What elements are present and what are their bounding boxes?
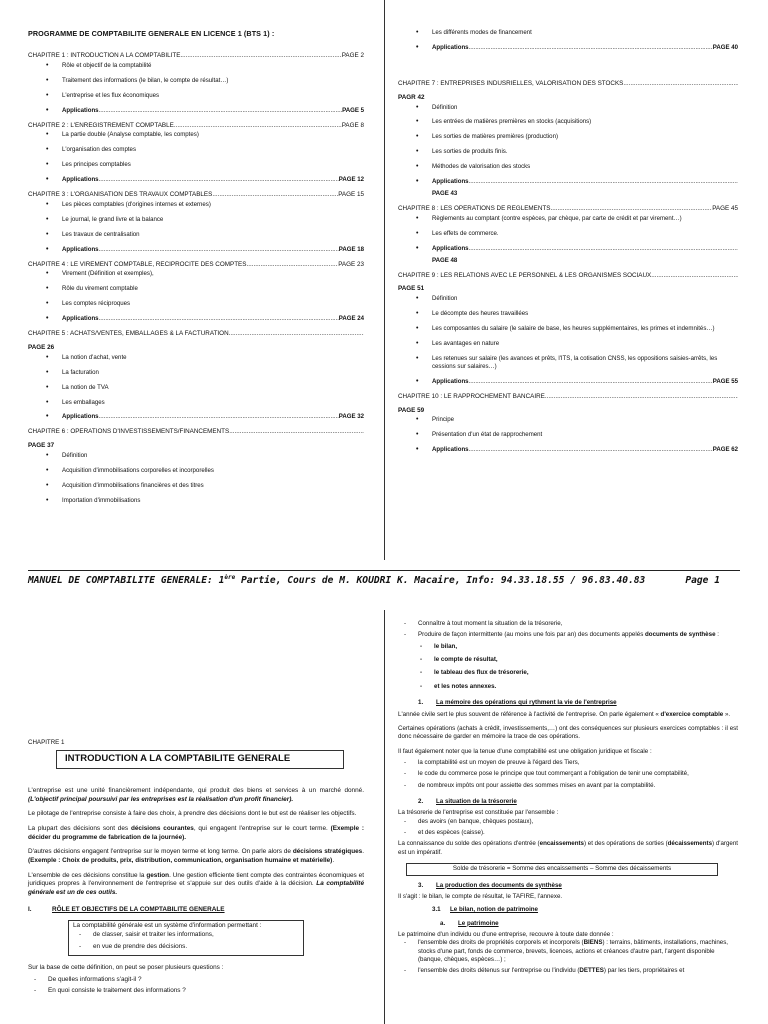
list-item: • Définition — [46, 452, 364, 460]
subsection-heading: 3. La production des documents de synthèse — [418, 881, 562, 889]
list-item: • Méthodes de valorisation des stocks — [416, 163, 738, 171]
subsection-heading: 3.1 Le bilan, notion de patrimoine — [432, 906, 539, 914]
chapter-page: PAGE 23 — [338, 260, 364, 268]
right-chapters — [398, 80, 738, 454]
applications-item — [46, 315, 364, 323]
chapter-page: PAGR 42 — [398, 93, 425, 101]
section-heading: I. RÔLE ET OBJECTIFS DE LA COMPTABILITE GENERALE — [28, 905, 225, 913]
applications-page: PAGE 12 — [338, 176, 364, 184]
list-item: - De quelles informations s'agit-il ? — [28, 976, 364, 985]
chapter-label: CHAPITRE 10 : LE RAPPROCHEMENT BANCAIRE — [398, 392, 545, 400]
chapter-items — [398, 416, 738, 454]
chapter-label: CHAPITRE 7 : ENTREPRISES INDUSRIELLES, VALORISATION DES STOCKS — [398, 79, 624, 87]
applications-item — [46, 176, 364, 184]
list-item: • Acquisition d'immobilisations corporelles et incorporelles — [46, 467, 364, 475]
paragraph: L'année civile sert le plus souvent de référence à l'activité de l'entreprise. On parle également « d'exercice comptable ». — [398, 710, 731, 718]
list-item: - la comptabilité est un moyen de preuve à l'égard des Tiers, — [398, 759, 738, 767]
list-item: - l'ensemble des droits de propriétés corporels et incorporels (BIENS) : terrains, bâtiments, installations, machines, stocks d'une part, fonds de commerce, brevets, licences, actions et créances d'autre part, l'argent disponible (banque, chèques, espèces…) ; — [398, 939, 738, 964]
applications-item — [46, 413, 364, 421]
applications-label: • Applications — [432, 177, 469, 185]
chapter-heading — [28, 52, 364, 60]
list-item: • Les comptes réciproques — [46, 300, 364, 308]
documents-list — [398, 643, 738, 691]
chapter-label: CHAPITRE 9 : LES RELATIONS AVEC LE PERSONNEL & LES ORGANISMES SOCIAUX — [398, 271, 652, 279]
definition-box: La comptabilité générale est un système d'information permettant : - de classer, saisir et traiter les informations, - en vue de prendre des décisions. — [68, 920, 304, 956]
right-column — [398, 598, 738, 979]
chapter-items — [28, 270, 364, 323]
list-item: • Les sorties de produits finis. — [416, 148, 738, 156]
chapter-items — [28, 354, 364, 422]
list-item: - le code du commerce pose le principe que tout commerçant a l'obligation de tenir une comptabilité, — [398, 770, 738, 778]
chapter-items — [28, 452, 364, 505]
applications-item — [46, 107, 364, 115]
subsection-heading: 1. La mémoire des opérations qui rythment la vie de l'entreprise — [418, 699, 617, 707]
list-item: • Les principes comptables — [46, 161, 364, 169]
applications-item — [416, 178, 738, 198]
chapter-page: PAGE 26 — [28, 343, 55, 351]
chapter-heading — [28, 428, 364, 450]
list-item: - Produire de façon intermittente (au moins une fois par an) des documents appelés documents de synthèse : — [398, 631, 738, 639]
list-item: - de classer, saisir et traiter les informations, — [73, 931, 299, 940]
list-item: • Les retenues sur salaire (les avances et prêts, l'ITS, la cotisation CNSS, les oppositions saisies-arrêts, les cessions sur salaires…) — [416, 355, 738, 371]
chapter-items — [28, 62, 364, 115]
obligations-list — [398, 759, 738, 790]
chapter-heading — [398, 205, 738, 213]
applications-label: • Applications — [62, 106, 99, 114]
chapter-label: CHAPITRE 5 : ACHATS/VENTES, EMBALLAGES & LA FACTURATION — [28, 330, 229, 338]
list-item: - En quoi consiste le traitement des informations ? — [28, 987, 364, 996]
list-item: • Définition — [416, 295, 738, 303]
applications-item — [416, 245, 738, 265]
list-item: • Les avantages en nature — [416, 340, 738, 348]
left-column — [28, 598, 364, 999]
list-item: • Présentation d'un état de rapprochement — [416, 431, 738, 439]
list-item: • Définition — [416, 104, 738, 112]
chapter-items — [28, 201, 364, 254]
applications-label: • Applications — [62, 245, 99, 253]
role-list — [398, 620, 738, 640]
paragraph: Certaines opérations (achats à crédit, investissements,…) ont des conséquences sur plusieurs exercices comptables : il est donc nécessaire de garder en mémoire la trace de ces opérations. — [398, 724, 738, 741]
list-item: - et les notes annexes. — [414, 683, 738, 691]
list-item: • Les pièces comptables (d'origines internes et externes) — [46, 201, 364, 209]
applications-label: • Applications — [62, 315, 99, 323]
paragraph: L'entreprise est une unité financièrement indépendante, qui produit des biens et services à un marché donné. (L'objectif principal poursuivi par les entreprises est la réalisation d'un profit financier). — [28, 787, 364, 803]
chapter-6-continued — [398, 29, 738, 52]
applications-page: PAGE 55 — [712, 377, 738, 385]
chapter-heading — [28, 261, 364, 269]
applications-item — [46, 246, 364, 254]
applications-label: • Applications — [432, 244, 469, 252]
list-item: - le tableau des flux de trésorerie, — [414, 669, 738, 677]
list-item: • Les entrées de matières premières en stocks (acquisitions) — [416, 118, 738, 126]
list-item: • Le journal, le grand livre et la balance — [46, 216, 364, 224]
list-item: • Les effets de commerce. — [416, 230, 738, 238]
list-item: • Les travaux de centralisation — [46, 231, 364, 239]
column-divider — [384, 610, 385, 1024]
list-item: - de nombreux impôts ont pour assiette des sommes mises en avant par la comptabilité. — [398, 782, 738, 790]
paragraph: La trésorerie de l'entreprise est constituée par l'ensemble : — [398, 809, 559, 817]
list-item: • L'entreprise et les flux économiques — [46, 92, 364, 100]
left-column — [28, 0, 364, 512]
chapter-items — [398, 104, 738, 198]
chapter-heading — [398, 272, 738, 294]
list-item: • Rôle du virement comptable — [46, 285, 364, 293]
applications-item — [416, 446, 738, 454]
applications-page: PAGE 32 — [338, 413, 364, 421]
applications-page: PAGE 24 — [338, 315, 364, 323]
chapter-heading — [28, 122, 364, 130]
list-item: • Virement (Définition et exemples), — [46, 270, 364, 278]
page-number: Page 1 — [685, 575, 720, 587]
questions-intro: Sur la base de cette définition, on peut se poser plusieurs questions : — [28, 964, 224, 972]
paragraph: D'autres décisions engagent l'entreprise sur le moyen terme et long terme. On parle alors de décisions stratégiques. (Exemple : Choix de produits, prix, distribution, communication, organisation humaine et matérielle). — [28, 848, 364, 865]
list-item: • Principe — [416, 416, 738, 424]
questions-list — [28, 976, 364, 996]
chapter-page: PAGE 2 — [341, 52, 364, 59]
chapter-page: PAGE 37 — [28, 442, 55, 450]
paragraph: La plupart des décisions sont des décisions courantes, qui engagent l'entreprise sur le court terme. (Exemple : décider du programme de fabrication de la journée). — [28, 825, 364, 841]
treasury-list — [398, 818, 738, 838]
chapter-label: CHAPITRE 6 : OPERATIONS D'INVESTISSEMENTS/FINANCEMENTS — [28, 428, 230, 436]
chapter-page: PAGE 45 — [712, 204, 738, 212]
applications-page: PAGE 5 — [342, 106, 364, 114]
chapter-heading — [398, 393, 738, 415]
subsection-heading: 2. La situation de la trésorerie — [418, 798, 517, 806]
paragraph: La connaissance du solde des opérations d'entrée (encaissements) et des opérations de sorties (décaissements) d'argent est un impératif. — [398, 840, 738, 856]
chapter-label: CHAPITRE 8 : LES OPERATIONS DE REGLEMENTS — [398, 204, 551, 212]
list-item: - le bilan, — [414, 643, 738, 651]
applications-page: PAGE 62 — [712, 446, 738, 454]
chapter-heading — [398, 80, 738, 102]
list-item: • Le décompte des heures travaillées — [416, 310, 738, 318]
applications-page: PAGE 43 — [432, 189, 458, 197]
list-item: - l'ensemble des droits détenus sur l'entreprise ou l'individu (DETTES) par les tiers, propriétaires et — [398, 967, 738, 975]
list-item: - le compte de résultat, — [414, 656, 738, 664]
subsection-heading: a. Le patrimoine — [440, 919, 499, 927]
list-item: - des avoirs (en banque, chèques postaux), — [398, 818, 738, 826]
chapter-heading — [28, 330, 364, 352]
list-item: • Rôle et objectif de la comptabilité — [46, 62, 364, 70]
list-item: • Règlements au comptant (contre espèces, par chèque, par carte de crédit et par virement…) — [416, 215, 738, 223]
left-chapters — [28, 52, 364, 505]
list-item: • L'organisation des comptes — [46, 146, 364, 154]
chapter-items — [398, 295, 738, 385]
chapter-page: PAGE 8 — [341, 121, 364, 129]
applications-label: • Applications — [432, 446, 469, 454]
list-item: • Les différents modes de financement — [416, 29, 738, 37]
chapter-label: CHAPITRE 4 : LE VIREMENT COMPTABLE, RECIPROCITE DES COMPTES — [28, 260, 247, 268]
right-column — [398, 0, 738, 461]
column-divider — [384, 0, 385, 560]
chapter-number: CHAPITRE 1 — [28, 739, 65, 746]
chapter-items — [398, 215, 738, 265]
chapter-items — [28, 131, 364, 184]
paragraph: Le pilotage de l'entreprise consiste à faire des choix, à prendre des décisions dont le but est de réaliser les objectifs. — [28, 810, 357, 818]
list-item: • Les composantes du salaire (le salaire de base, les heures supplémentaires, les primes et indemnités…) — [416, 325, 738, 333]
list-item: • Les sorties de matières premières (production) — [416, 133, 738, 141]
chapter-label: CHAPITRE 3 : L'ORGANISATION DES TRAVAUX COMPTABLES — [28, 191, 213, 199]
list-item: - et des espèces (caisse). — [398, 829, 738, 837]
applications-label: • Applications — [62, 176, 99, 184]
formula-box: Solde de trésorerie = Somme des encaissements – Somme des décaissements — [406, 863, 718, 875]
list-item: • Les emballages — [46, 399, 364, 407]
applications-label: • Applications — [62, 413, 99, 421]
patrimoine-list — [398, 939, 738, 975]
list-item: • Acquisition d'immobilisations financières et des titres — [46, 482, 364, 490]
chapter-page: PAGE 51 — [398, 285, 425, 293]
list-item: • Traitement des informations (le bilan, le compte de résultat…) — [46, 77, 364, 85]
applications-label: • Applications — [432, 377, 469, 385]
page-footer: MANUEL DE COMPTABILITE GENERALE: 1ère Partie, Cours de M. KOUDRI K. Macaire, Info: 94.33.18.55 / 96.83.40.83 Page 1 — [28, 570, 740, 586]
applications-item — [416, 378, 738, 386]
applications-page: PAGE 18 — [338, 245, 364, 253]
list-item: - en vue de prendre des décisions. — [73, 943, 299, 952]
chapter-label: CHAPITRE 2 : L'ENREGISTREMENT COMPTABLE — [28, 121, 174, 129]
chapter-label: CHAPITRE 1 : INTRODUCTION A LA COMPTABILITE — [28, 52, 181, 59]
list-item: • La notion de TVA — [46, 384, 364, 392]
paragraph: Le patrimoine d'un individu ou d'une entreprise, recouvre à toute date donnée : — [398, 930, 614, 938]
applications-item: • Applications ..... PAGE 40 — [416, 44, 738, 52]
chapter-heading — [28, 191, 364, 199]
chapter-page: PAGE 59 — [398, 406, 425, 414]
applications-page: PAGE 48 — [432, 256, 458, 264]
list-item: - Connaître à tout moment la situation de la trésorerie, — [398, 620, 738, 628]
paragraph: Il faut également noter que la tenue d'une comptabilité est une obligation juridique et fiscale : — [398, 747, 652, 755]
list-item: • Importation d'immobilisations — [46, 497, 364, 505]
page-2 — [0, 598, 768, 1024]
paragraph: L'ensemble de ces décisions constitue la gestion. Une gestion efficiente tient compte des contraintes économiques et juridiques propres à l'environnement de l'entreprise et s'appuie sur des outils d'aide à la décision. La comptabilité générale est un de ces outils. — [28, 871, 364, 896]
chapter-page: PAGE 15 — [338, 191, 364, 199]
list-item: • La notion d'achat, vente — [46, 354, 364, 362]
list-item: • La facturation — [46, 369, 364, 377]
chapter-title: INTRODUCTION A LA COMPTABILITE GENERALE — [56, 750, 344, 769]
list-item: • La partie double (Analyse comptable, les comptes) — [46, 131, 364, 139]
paragraph: Il s'agit : le bilan, le compte de résultat, le TAFIRE, l'annexe. — [398, 892, 563, 900]
program-title: PROGRAMME DE COMPTABILITE GENERALE EN LICENCE 1 (BTS 1) : — [28, 29, 275, 38]
